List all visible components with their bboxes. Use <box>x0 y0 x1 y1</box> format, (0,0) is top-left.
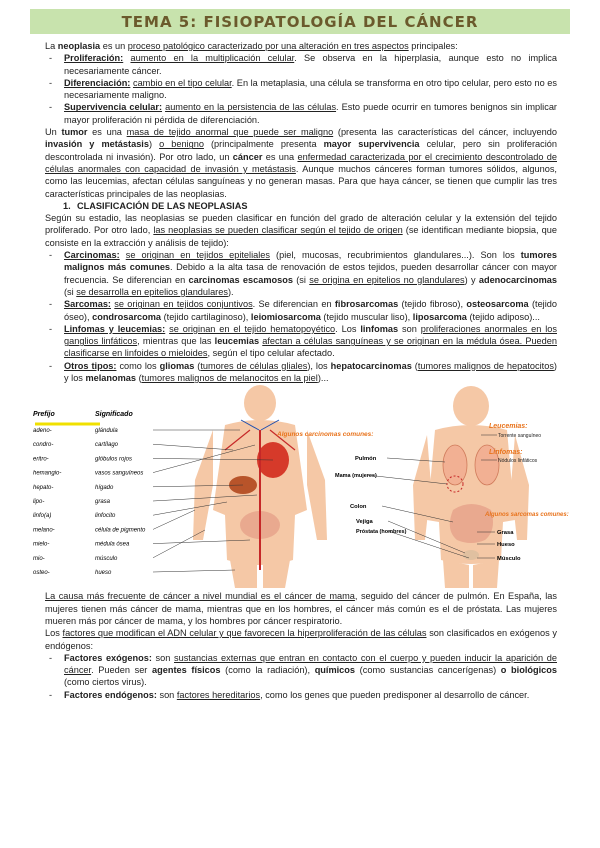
neoplasia-figure <box>33 390 569 588</box>
linfomas-title: Linfomas: <box>489 449 523 457</box>
table-header-meaning: Significado <box>95 411 133 419</box>
factors-paragraph: Los factores que modifican el ADN celular y que favorecen la hiperproliferación de las células son clasificados en exógenos y endógenos: <box>45 628 557 651</box>
table-cell-prefix: mielo- <box>33 541 50 548</box>
leucemias-title: Leucemias: <box>489 423 528 431</box>
carcinoma-label: Próstata (hombres) <box>356 529 407 536</box>
table-cell-prefix: adeno- <box>33 428 52 435</box>
body-figure-left <box>193 385 327 588</box>
table-cell-meaning: médula ósea <box>95 541 130 548</box>
table-cell-meaning: célula de pigmento <box>95 527 146 534</box>
carcinoma-label: Vejiga <box>356 519 373 526</box>
linfomas-item: Nódulos linfáticos <box>498 458 538 465</box>
carcinoma-label: Colon <box>350 504 367 511</box>
list-item: - Factores endógenos: son factores hereditarios, como los genes que pueden predisponer al desarrollo de cáncer. <box>45 689 557 701</box>
table-cell-prefix: hepato- <box>33 485 54 492</box>
sarcoma-label: Grasa <box>497 530 514 537</box>
section-heading: 1. CLASIFICACIÓN DE LAS NEOPLASIAS <box>63 200 248 211</box>
title-bar <box>30 9 570 34</box>
table-cell-prefix: eritro- <box>33 456 49 463</box>
sarcoma-label: Hueso <box>497 542 515 549</box>
list-item: - Otros tipos: como los gliomas (tumores de células gliales), los hepatocarcinomas (tumores malignos de hepatocitos) y los melanomas (tumores malignos de melanocitos en la piel)... <box>45 360 557 385</box>
table-cell-prefix: lipo- <box>33 499 45 506</box>
page-title: TEMA 5: FISIOPATOLOGÍA DEL CÁNCER <box>121 12 479 31</box>
legs-shape <box>443 560 499 588</box>
list-item: - Supervivencia celular: aumento en la persistencia de las células. Esto puede ocurrir en tumores benignos sin implicar mayor proliferación ni pérdida de diferenciación. <box>45 101 557 126</box>
table-cell-prefix: melano- <box>33 527 55 534</box>
list-item: - Carcinomas: se originan en tejidos epiteliales (piel, mucosas, recubrimientos glandulares...). Son los tumores malignos más comunes. Debido a la alta tasa de renovación de estos tejidos, pueden desarrollar cáncer con mayor frecuencia. Se diferencian en carcinomas escamosos (si se origina en epitelios no glandulares) y adenocarcinomas (si se desarrolla en epitelios glandulares). <box>45 249 557 298</box>
list-item: - Sarcomas: se originan en tejidos conjuntivos. Se diferencian en fibrosarcomas (tejido fibroso), osteosarcoma (tejido óseo), condrosarcoma (tejido cartilaginoso), leiomiosarcoma (tejido muscular liso), liposarcoma (tejido adiposo)... <box>45 298 557 323</box>
table-cell-meaning: linfocito <box>95 513 116 520</box>
neoplasia-types-list <box>45 249 557 384</box>
intro-paragraph: La neoplasia es un proceso patológico caracterizado por una alteración en tres aspectos principales: <box>45 41 458 51</box>
leucemias-item: Torrente sanguíneo <box>498 433 542 440</box>
carcinomas-title: Algunos carcinomas comunes: <box>277 431 374 439</box>
tumor-paragraph: Un tumor es una masa de tejido anormal que puede ser maligno (presenta las características del cáncer, incluyendo invasión y metástasis) o benigno (principalmente presenta mayor supervivencia celular, pero sin proliferación descontrolada ni invasión). Por otro lado, un cáncer es una enfermedad caracterizada por el crecimiento descontrolado de células anormales con capacidad de invasión y metástasis. Aunque muchos cánceres forman tumores sólidos, algunos, como las leucemias, afectan células sanguíneas y no generan masas. Para que haya cáncer, se tienen que cumplir las tres características principales de las neoplasias. <box>45 127 557 199</box>
carcinoma-label: Pulmón <box>355 456 377 463</box>
head-shape <box>453 386 489 426</box>
classification-paragraph: Según su estadio, las neoplasias se pueden clasificar en función del grado de alteración celular y la extensión del tejido proliferado. Por otro lado, las neoplasias se pueden clasificar según el tejido de origen (se identifican mediante biopsia, que consiste en la extracción y análisis de tejido): <box>45 213 557 248</box>
table-cell-meaning: glóbulos rojos <box>95 456 133 463</box>
leader-line <box>153 570 235 572</box>
list-item: - Factores exógenos: son sustancias externas que entran en contacto con el cuerpo y pueden inducir la aparición de cáncer. Pueden ser agentes físicos (como la radiación), químicos (como sustancias cancerígenas) o biológicos (como ciertos virus). <box>45 652 557 689</box>
table-cell-meaning: hueso <box>95 570 112 577</box>
colon-shape <box>450 504 493 543</box>
table-cell-meaning: grasa <box>95 499 111 506</box>
table-cell-prefix: mio- <box>33 556 45 563</box>
table-cell-meaning: vasos sanguíneos <box>95 470 144 477</box>
right-arm-shape <box>307 430 327 540</box>
head-shape <box>244 385 276 421</box>
aspects-list <box>45 52 557 126</box>
list-item: - Diferenciación: cambio en el tipo celular. En la metaplasia, una célula se transforma en otro tipo celular, pero esto no es necesariamente maligno. <box>45 77 557 102</box>
table-cell-meaning: cartílago <box>95 442 119 449</box>
leader-line <box>153 510 195 529</box>
leader-line <box>153 530 205 558</box>
table-cell-prefix: hemangio- <box>33 470 62 477</box>
table-cell-prefix: linfo(a) <box>33 513 52 520</box>
carcinoma-labels <box>335 456 407 535</box>
leader-line <box>153 445 233 451</box>
table-cell-meaning: glándula <box>95 428 118 435</box>
factors-list <box>45 652 557 701</box>
prefix-table <box>33 428 146 576</box>
list-item: - Proliferación: aumento en la multiplicación celular. Se observa en la hiperplasia, aunque esto no implica necesariamente cáncer. <box>45 52 557 77</box>
cause-paragraph: La causa más frecuente de cáncer a nivel mundial es el cáncer de mama, seguido del cáncer de pulmón. En España, las mujeres tienen más cáncer de mama, mientras que en los hombres, el cáncer más común es el de próstata. Las mujeres mueren más por cáncer de mama, y los hombres por cáncer respiratorio. <box>45 591 558 626</box>
table-cell-meaning: hígado <box>95 485 114 492</box>
sarcomas-title: Algunos sarcomas comunes: <box>485 512 569 519</box>
left-arm-shape <box>193 430 213 540</box>
figure-svg <box>33 390 569 588</box>
carcinoma-label: Mama (mujeres) <box>335 473 377 480</box>
sarcoma-label: Músculo <box>497 556 521 563</box>
table-cell-prefix: condro- <box>33 442 54 449</box>
list-item: - Linfomas y leucemias: se originan en el tejido hematopoyético. Los linfomas son proliferaciones anormales en los ganglios linfáticos, mientras que las leucemias afectan a células sanguíneas y se originan en la médula ósea. Pueden clasificarse en linfoides o mieloides, según el tipo celular afectado. <box>45 323 557 360</box>
table-header-prefix: Prefijo <box>33 411 55 419</box>
lung-shape <box>443 445 467 485</box>
content <box>33 40 569 701</box>
table-cell-meaning: músculo <box>95 556 118 563</box>
bladder-shape <box>463 550 479 560</box>
table-cell-prefix: osteo- <box>33 570 50 577</box>
